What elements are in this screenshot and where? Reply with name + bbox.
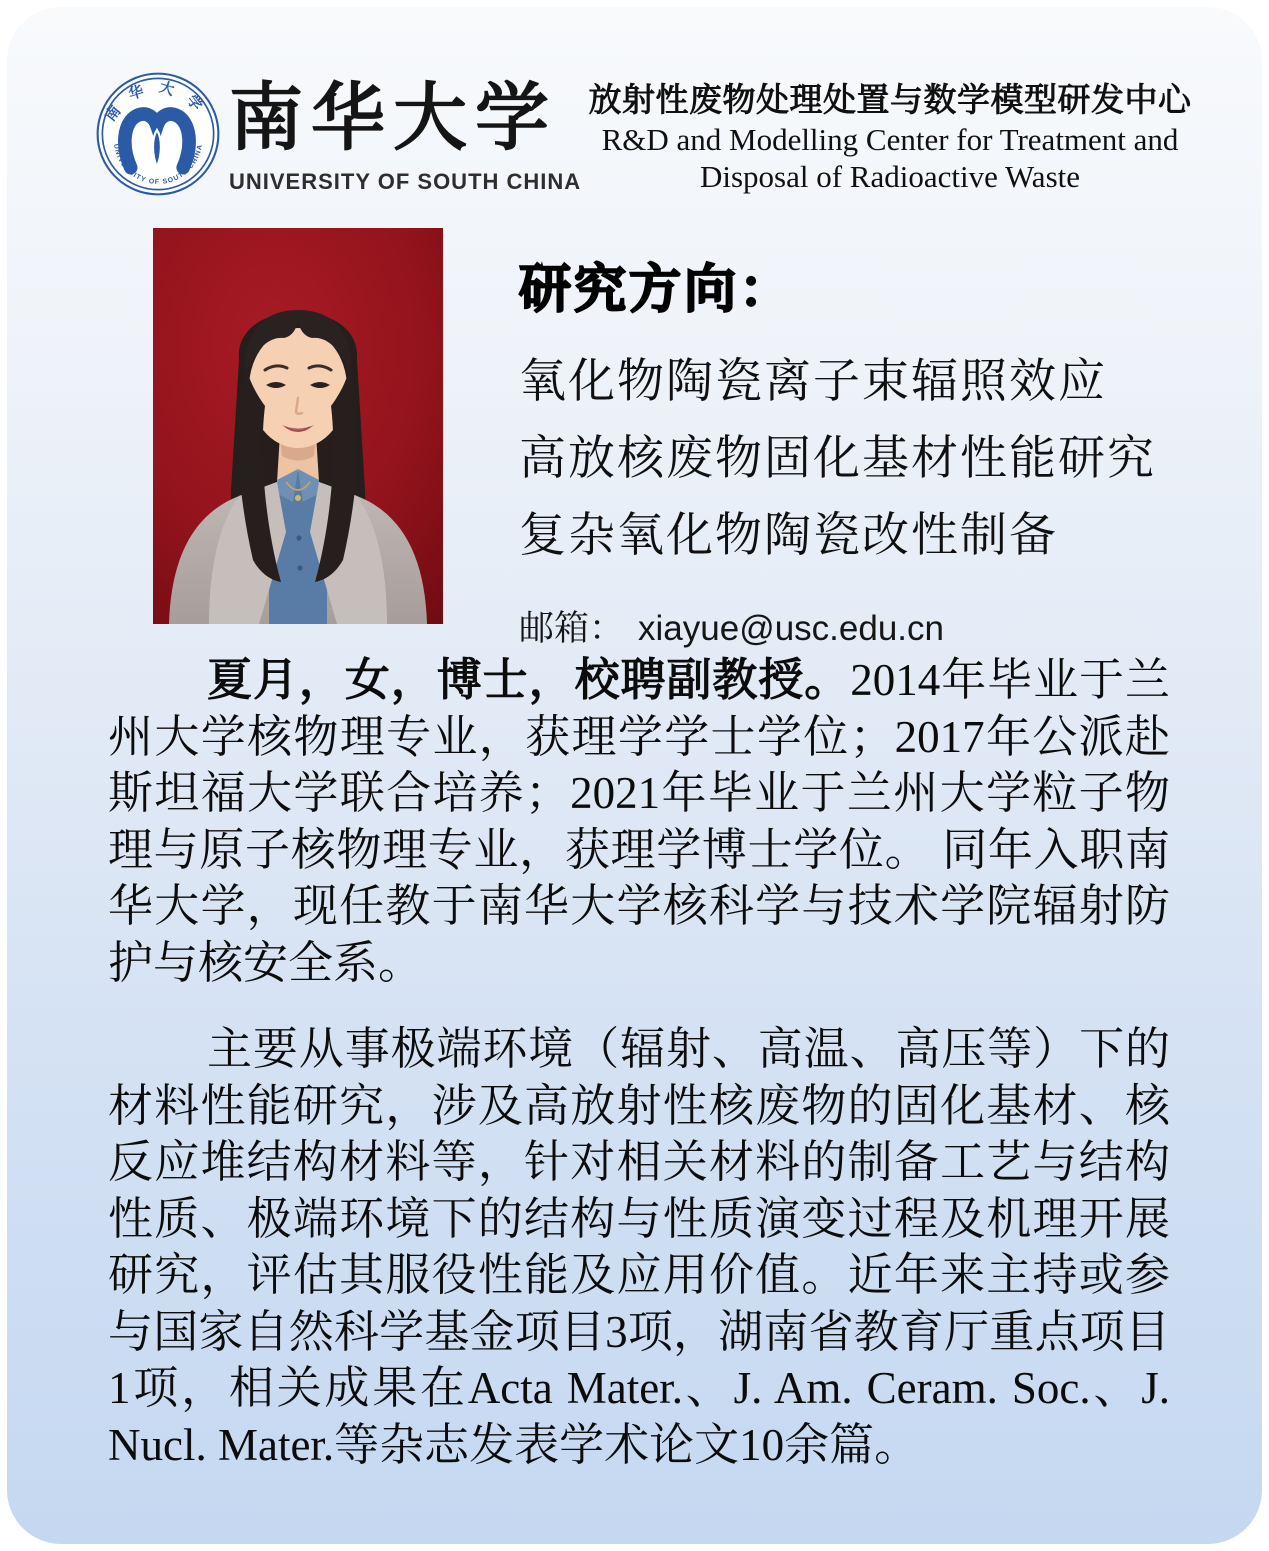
poster-card: [7, 7, 1262, 1544]
university-name-cn: 南华大学: [229, 78, 557, 160]
emblem-bottom-text: UNIVERSITY OF SOUTH CHINA: [112, 143, 204, 186]
email-label: 邮箱：: [519, 609, 625, 648]
bio-paragraph-1-lead: 夏月，女，博士，校聘副教授。: [207, 655, 851, 705]
bio-paragraph-2: 主要从事极端环境（辐射、高温、高压等）下的材料性能研究，涉及高放射性核废物的固化基材、核反应堆结构材料等，针对相关材料的制备工艺与结构性质、极端环境下的结构与性质演变过程及机理开展研究，评估其服役性能及应用价值。近年来主持或参与国家自然科学基金项目3项，湖南省教育厅重点项目1项，相关成果在Acta Mater.、J. Am. Ceram. Soc.、J. Nucl. Mater.等杂志发表学术论文10余篇。: [108, 1024, 1170, 1470]
research-line-2: 高放核废物固化基材性能研究: [519, 433, 1156, 485]
center-name-en-line2: Disposal of Radioactive Waste: [699, 159, 1081, 194]
biography-section: [108, 652, 1170, 1503]
center-name-en-line1: R&D and Modelling Center for Treatment and: [601, 122, 1179, 157]
university-name-en: UNIVERSITY OF SOUTH CHINA: [229, 169, 582, 194]
university-logotype: [229, 69, 582, 195]
research-line-3: 复杂氧化物陶瓷改性制备: [519, 510, 1058, 562]
research-heading: 研究方向：: [519, 260, 795, 320]
research-line-1: 氧化物陶瓷离子束辐照效应: [519, 356, 1107, 408]
email-value: xiayue@usc.edu.cn: [638, 609, 944, 648]
bio-paragraph-1-rest: 2014年毕业于兰州大学核物理专业，获理学学士学位；2017年公派赴斯坦福大学联合培养；2021年毕业于兰州大学粒子物理与原子核物理专业，获理学博士学位。 同年入职南华大学，现任教于南华大学核科学与技术学院辐射防护与核安全系。: [108, 655, 1170, 988]
center-name-cn: 放射性废物处理处置与数学模型研发中心: [588, 83, 1192, 119]
research-section: [519, 247, 1199, 651]
bio-paragraph-1: [108, 652, 1170, 991]
portrait-photo: [153, 228, 443, 624]
center-title: [582, 81, 1198, 195]
usc-emblem-icon: [95, 71, 221, 197]
emblem-top-text: 南华大学: [102, 79, 214, 125]
email-row: [519, 601, 1199, 651]
